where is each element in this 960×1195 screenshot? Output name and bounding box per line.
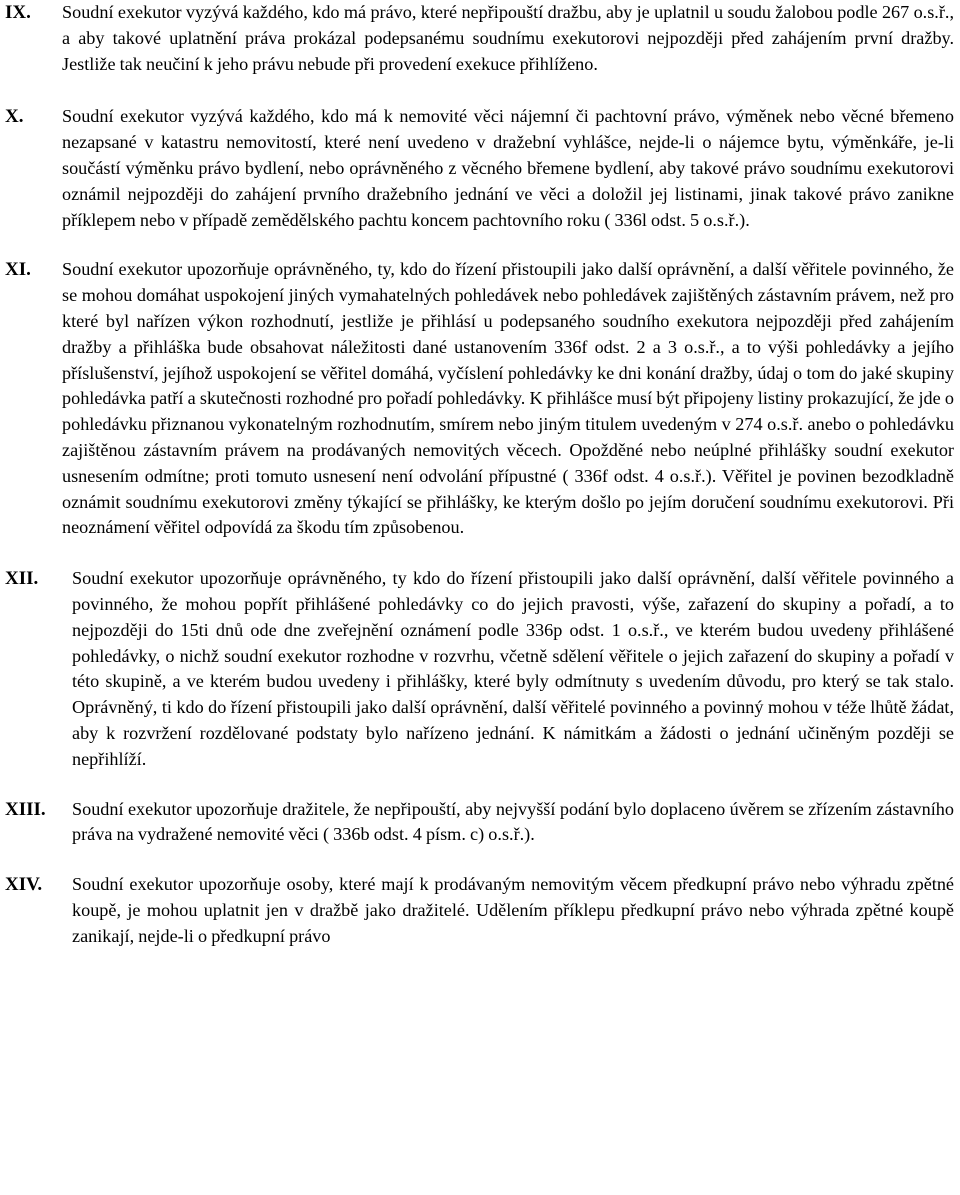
section-xii xyxy=(0,566,960,772)
section-text: Soudní exekutor upozorňuje dražitele, že nepřipouští, aby nejvyšší podání bylo doplaceno úvěrem se zřízením zástavního práva na vydražené nemovité věci ( 336b odst. 4 písm. c) o.s.ř.). xyxy=(72,798,954,845)
section-ix xyxy=(0,0,960,77)
section-number: X. xyxy=(5,106,24,128)
section-xi xyxy=(0,257,960,541)
section-xiv xyxy=(0,872,960,949)
section-text: Soudní exekutor upozorňuje osoby, které mají k prodávaným nemovitým věcem předkupní právo nebo výhradu zpětné koupě, je mohou uplatnit jen v dražbě jako dražitelé. Udělením příklepu předkupní právo nebo výhrada zpětné koupě zanikají, nejde-li o předkupní právo xyxy=(72,874,954,946)
section-number: IX. xyxy=(5,2,31,23)
section-text: Soudní exekutor upozorňuje oprávněného, ty, kdo do řízení přistoupili jako další oprávnění, a další věřitele povinného, že se mohou domáhat uspokojení jiných vymahatelných pohledávek nebo pohledávek zajištěných zástavním právem, než pro které byl nařízen výkon rozhodnutí, jestliže je přihlásí u podepsaného soudního exekutora nejpozději před zahájením dražby a přihláška bude obsahovat náležitosti dané ustanovením 336f odst. 2 a 3 o.s.ř., a to výši pohledávky a jejího příslušenství, jejíhož uspokojení se věřitel domáhá, vyčíslení pohledávky ke dni konání dražby, údaj o tom do jaké skupiny pohledávka patří a skutečnosti rozhodné pro pořadí pohledávky. K přihlášce musí být připojeny listiny prokazující, že jde o pohledávku přiznanou vykonatelným rozhodnutím, smírem nebo jiným titulem uvedeným v 274 o.s.ř. anebo o pohledávku zajištěnou zástavním právem na prodávaných nemovitých věcech. Opožděné nebo neúplné přihlášky soudní exekutor usnesením odmítne; proti tomuto usnesení není odvolání přípustné ( 336f odst. 4 o.s.ř.). Věřitel je povinen bezodkladně oznámit soudnímu exekutorovi změny týkající se přihlášky, ke kterým došlo po jejím doručení soudnímu exekutorovi. Při neoznámení věřitel odpovídá za škodu tím způsobenou. xyxy=(62,259,954,538)
section-xiii xyxy=(0,797,960,849)
section-x xyxy=(0,104,960,233)
section-number: XIV. xyxy=(5,874,43,896)
section-number: XIII. xyxy=(5,798,46,820)
section-text: Soudní exekutor vyzývá každého, kdo má k nemovité věci nájemní či pachtovní právo, výměnek nebo věcné břemeno nezapsané v katastru nemovitostí, které není uvedeno v dražební vyhlášce, nejde-li o nájemce bytu, výměnkáře, je-li součástí výměnku právo bydlení, nebo oprávněného z věcného břemene bydlení, aby takové právo soudnímu exekutorovi oznámil nejpozději do zahájení prvního dražebního jednání ve věci a doložil jej listinami, jinak takové právo zanikne příklepem nebo v případě zemědělského pachtu koncem pachtovního roku ( 336l odst. 5 o.s.ř.). xyxy=(62,106,954,230)
section-number: XII. xyxy=(5,568,39,590)
section-number: XI. xyxy=(5,259,31,281)
section-text: Soudní exekutor vyzývá každého, kdo má právo, které nepřipouští dražbu, aby je uplatnil u soudu žalobou podle 267 o.s.ř., a aby takové uplatnění práva prokázal podepsanému soudnímu exekutorovi nejpozději před zahájením první dražby. Jestliže tak neučiní k jeho právu nebude při provedení exekuce přihlíženo. xyxy=(62,2,954,74)
section-text: Soudní exekutor upozorňuje oprávněného, ty kdo do řízení přistoupili jako další oprávnění, další věřitele povinného a povinného, že mohou popřít přihlášené pohledávky co do jejich pravosti, výše, zařazení do skupiny a pořadí, a to nejpozději do 15ti dnů ode dne zveřejnění oznámení podle 336p odst. 1 o.s.ř., ve kterém budou uvedeny přihlášené pohledávky, o nichž soudní exekutor rozhodne v rozvrhu, včetně sdělení věřitele o jejich zařazení do skupiny a pořadí v této skupině, a ve kterém budou uvedeny i přihlášky, které byly odmítnuty s uvedením důvodu, pro který se tak stalo. Oprávněný, ti kdo do řízení přistoupili jako další oprávnění, další věřitelé povinného a povinný mohou v téže lhůtě žádat, aby k rozvržení rozdělované podstaty bylo nařízeno jednání. K námitkám a žádosti o jednání učiněným později se nepřihlíží. xyxy=(72,568,954,769)
